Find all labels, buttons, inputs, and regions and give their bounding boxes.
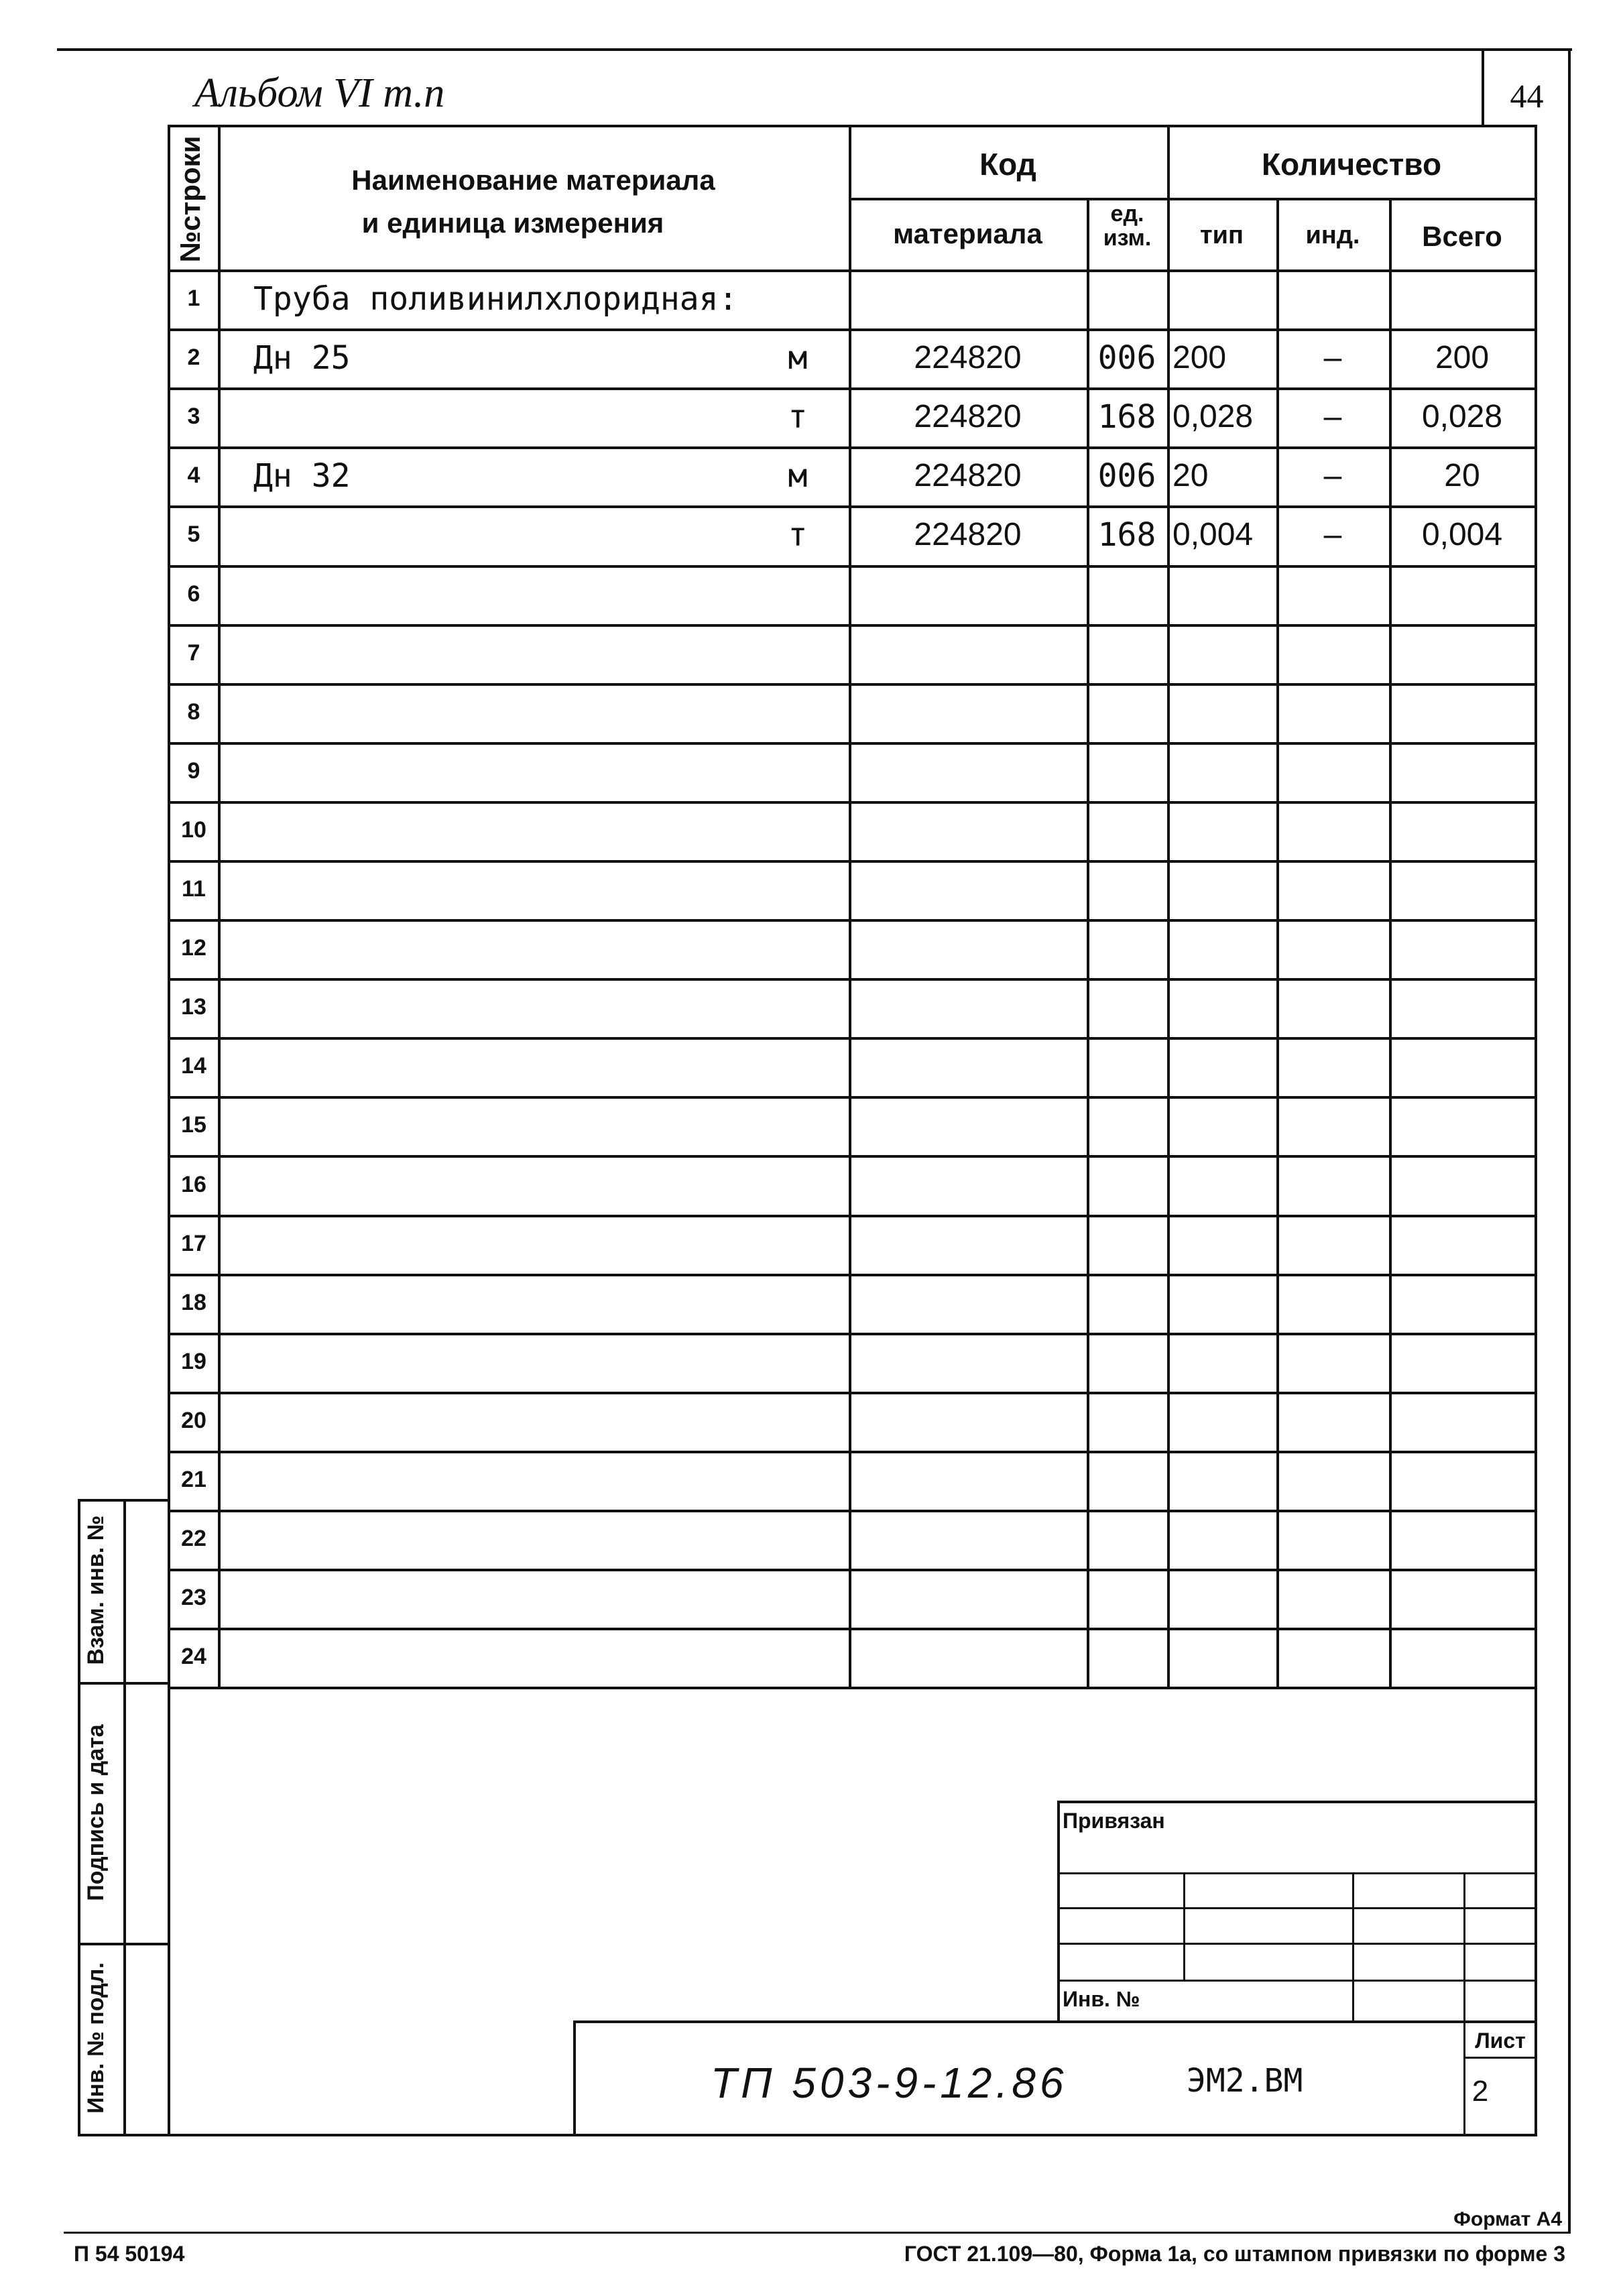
row-number: 23 — [181, 1585, 206, 1610]
podpis-data-label: Подпись и дата — [83, 1724, 109, 1901]
row-line — [168, 1096, 1537, 1099]
row-number: 1 — [187, 286, 200, 311]
stamp-left-edge — [78, 1499, 80, 2136]
privyazan-top — [1057, 1801, 1536, 1803]
cell-total: 0,004 — [1421, 517, 1503, 552]
sheet-label-line — [1463, 2057, 1536, 2059]
cell-code: 224820 — [914, 340, 1022, 375]
col-header-row-no: №строки — [174, 135, 206, 263]
cell-name: Труба поливинилхлоридная: — [253, 280, 738, 318]
col-header-name-2: и единица измерения — [361, 207, 664, 239]
privyazan-col-3 — [1463, 1872, 1465, 2134]
col-header-code: Код — [979, 147, 1036, 182]
row-number: 12 — [181, 935, 206, 961]
cell-type: 0,028 — [1173, 399, 1254, 434]
row-number: 7 — [187, 640, 200, 666]
cell-unit: т — [788, 398, 808, 436]
row-number: 10 — [181, 817, 206, 843]
cell-ucode: 006 — [1097, 457, 1156, 495]
row-number: 22 — [181, 1526, 206, 1551]
row-line — [168, 978, 1537, 981]
row-number: 2 — [187, 345, 200, 370]
sheet-label: Лист — [1475, 2029, 1526, 2053]
header-bottom-line — [168, 269, 1537, 272]
right-border — [1568, 48, 1571, 2234]
top-border — [57, 48, 1572, 51]
row-number: 3 — [187, 404, 200, 429]
row-number: 17 — [181, 1231, 206, 1256]
page-number-box-left — [1482, 48, 1484, 127]
cell-type: 200 — [1173, 340, 1227, 375]
stamp-bottom — [78, 2134, 169, 2136]
cell-type: 0,004 — [1173, 517, 1254, 552]
cell-code: 224820 — [914, 399, 1022, 434]
page-number: 44 — [1510, 77, 1544, 115]
cell-ucode: 168 — [1097, 398, 1156, 436]
row-line — [168, 1392, 1537, 1394]
cell-name: Дн 25 — [253, 339, 351, 377]
privyazan-col-2 — [1352, 1872, 1354, 2022]
inv-no-label: Инв. № — [1063, 1987, 1140, 2011]
format-label: Формат А4 — [1453, 2208, 1562, 2230]
row-number: 4 — [187, 463, 200, 488]
col-header-unit: ед. изм. — [1103, 201, 1152, 251]
row-number: 11 — [182, 876, 206, 902]
cell-code: 224820 — [914, 458, 1022, 493]
row-line — [168, 1037, 1537, 1040]
cell-name: Дн 32 — [253, 457, 351, 495]
header-mid-line — [849, 198, 1536, 200]
row-line — [168, 328, 1537, 331]
privyazan-left — [1057, 1801, 1060, 2022]
row-number: 24 — [181, 1644, 206, 1669]
cell-unit: т — [788, 516, 808, 554]
inv-podl-label: Инв. № подл. — [83, 1962, 109, 2114]
cell-ucode: 006 — [1097, 339, 1156, 377]
cell-unit: м — [788, 339, 808, 377]
cell-ind: – — [1323, 517, 1342, 552]
row-line — [168, 1687, 1537, 1689]
col-header-type: тип — [1200, 221, 1244, 249]
stamp-top — [78, 1499, 169, 1502]
cell-ind: – — [1323, 399, 1342, 434]
main-stamp-left — [573, 2020, 576, 2134]
row-number: 5 — [187, 522, 200, 547]
cell-total: 20 — [1444, 458, 1480, 493]
stamp-inner-edge — [123, 1499, 126, 2136]
vzam-inv-label: Взам. инв. № — [83, 1515, 109, 1665]
cell-unit: м — [788, 457, 808, 495]
document-mark: ЭМ2.ВМ — [1187, 2062, 1303, 2100]
row-number: 19 — [181, 1349, 206, 1374]
privyazan-col-1 — [1183, 1872, 1185, 1980]
footer-left-code: П 54 50194 — [74, 2242, 185, 2266]
album-label: Альбом VI т.п — [194, 70, 445, 116]
cell-ucode: 168 — [1097, 516, 1156, 554]
row-number: 13 — [181, 994, 206, 1020]
stamp-sep-1 — [78, 1682, 169, 1685]
row-line — [168, 1274, 1537, 1276]
sheet-number: 2 — [1471, 2075, 1489, 2108]
title-bottom — [168, 2134, 1537, 2136]
row-line — [168, 387, 1537, 390]
row-line — [168, 624, 1537, 627]
col-header-total: Всего — [1422, 221, 1502, 252]
row-line — [168, 683, 1537, 686]
footer-gost: ГОСТ 21.109—80, Форма 1а, со штампом привязки по форме 3 — [904, 2242, 1565, 2266]
row-number: 14 — [181, 1053, 206, 1079]
row-line — [168, 1451, 1537, 1453]
main-stamp-top — [573, 2020, 1536, 2023]
cell-code: 224820 — [914, 517, 1022, 552]
row-line — [168, 1510, 1537, 1512]
privyazan-label: Привязан — [1063, 1809, 1165, 1833]
col-header-name-1: Наименование материала — [351, 164, 715, 196]
row-number: 18 — [181, 1290, 206, 1315]
row-line — [168, 446, 1537, 449]
row-line — [168, 742, 1537, 745]
cell-type: 20 — [1173, 458, 1209, 493]
cell-total: 200 — [1435, 340, 1490, 375]
row-number: 9 — [187, 758, 200, 784]
row-line — [168, 1155, 1537, 1158]
row-number: 8 — [187, 699, 200, 725]
row-line — [168, 1333, 1537, 1335]
row-line — [168, 801, 1537, 804]
col-header-material: материала — [893, 218, 1042, 249]
stamp-sep-2 — [78, 1943, 169, 1945]
row-line — [168, 505, 1537, 508]
row-number: 20 — [181, 1408, 206, 1433]
cell-ind: – — [1323, 340, 1342, 375]
row-line — [168, 1569, 1537, 1571]
row-number: 16 — [181, 1172, 206, 1197]
row-number: 6 — [187, 581, 200, 607]
table-top — [168, 125, 1537, 127]
cell-total: 0,028 — [1421, 399, 1503, 434]
col-header-ind: инд. — [1305, 221, 1360, 249]
bottom-format-line — [64, 2232, 1569, 2234]
row-line — [168, 565, 1537, 568]
row-line — [168, 919, 1537, 922]
row-line — [168, 1215, 1537, 1217]
row-line — [168, 860, 1537, 863]
row-number: 15 — [181, 1112, 206, 1138]
cell-ind: – — [1323, 458, 1342, 493]
col-header-quantity: Количество — [1261, 147, 1442, 182]
document-code: ТП 503-9-12.86 — [711, 2059, 1068, 2107]
row-line — [168, 1628, 1537, 1630]
row-number: 21 — [181, 1467, 206, 1492]
